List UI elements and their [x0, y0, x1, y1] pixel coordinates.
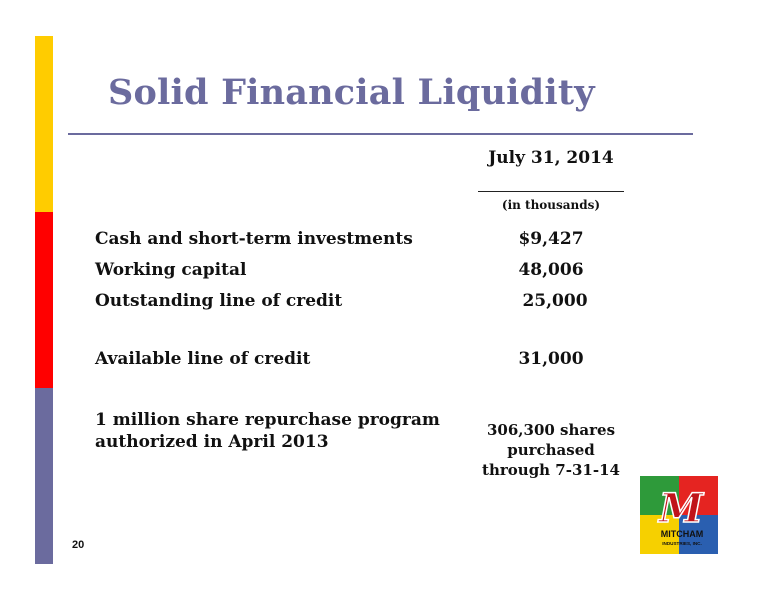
row-value-available-credit: 31,000 [518, 349, 584, 369]
row-label-working-capital: Working capital [95, 260, 247, 280]
accent-bar-yellow [35, 36, 53, 212]
repurchase-value-line3: through 7-31-14 [482, 461, 620, 479]
slide-title: Solid Financial Liquidity [108, 72, 595, 113]
page-number: 20 [72, 539, 85, 551]
repurchase-value-line1: 306,300 shares [486, 421, 616, 439]
repurchase-label-line2: authorized in April 2013 [95, 432, 329, 452]
logo-letter: M [658, 485, 704, 532]
repurchase-label-line1: 1 million share repurchase program [95, 410, 440, 430]
row-value-outstanding-credit: 25,000 [522, 291, 588, 311]
title-divider [68, 133, 693, 135]
row-value-cash: $9,427 [518, 229, 584, 249]
column-header-underline [478, 191, 624, 192]
row-value-repurchase [478, 420, 624, 480]
row-value-working-capital: 48,006 [518, 260, 584, 280]
repurchase-value-line2: purchased [507, 441, 595, 459]
accent-bar-red [35, 212, 53, 388]
row-label-outstanding-credit: Outstanding line of credit [95, 291, 343, 311]
row-label-cash: Cash and short-term investments [95, 229, 413, 249]
column-header-date: July 31, 2014 [488, 148, 614, 168]
units-note: (in thousands) [501, 198, 601, 212]
row-label-repurchase [95, 409, 440, 453]
logo-subtitle: INDUSTRIES, INC. [662, 541, 702, 546]
logo-name: MITCHAM [660, 529, 704, 539]
row-label-available-credit: Available line of credit [95, 349, 311, 369]
accent-bar-purple [35, 388, 53, 564]
mitcham-logo [640, 476, 718, 554]
